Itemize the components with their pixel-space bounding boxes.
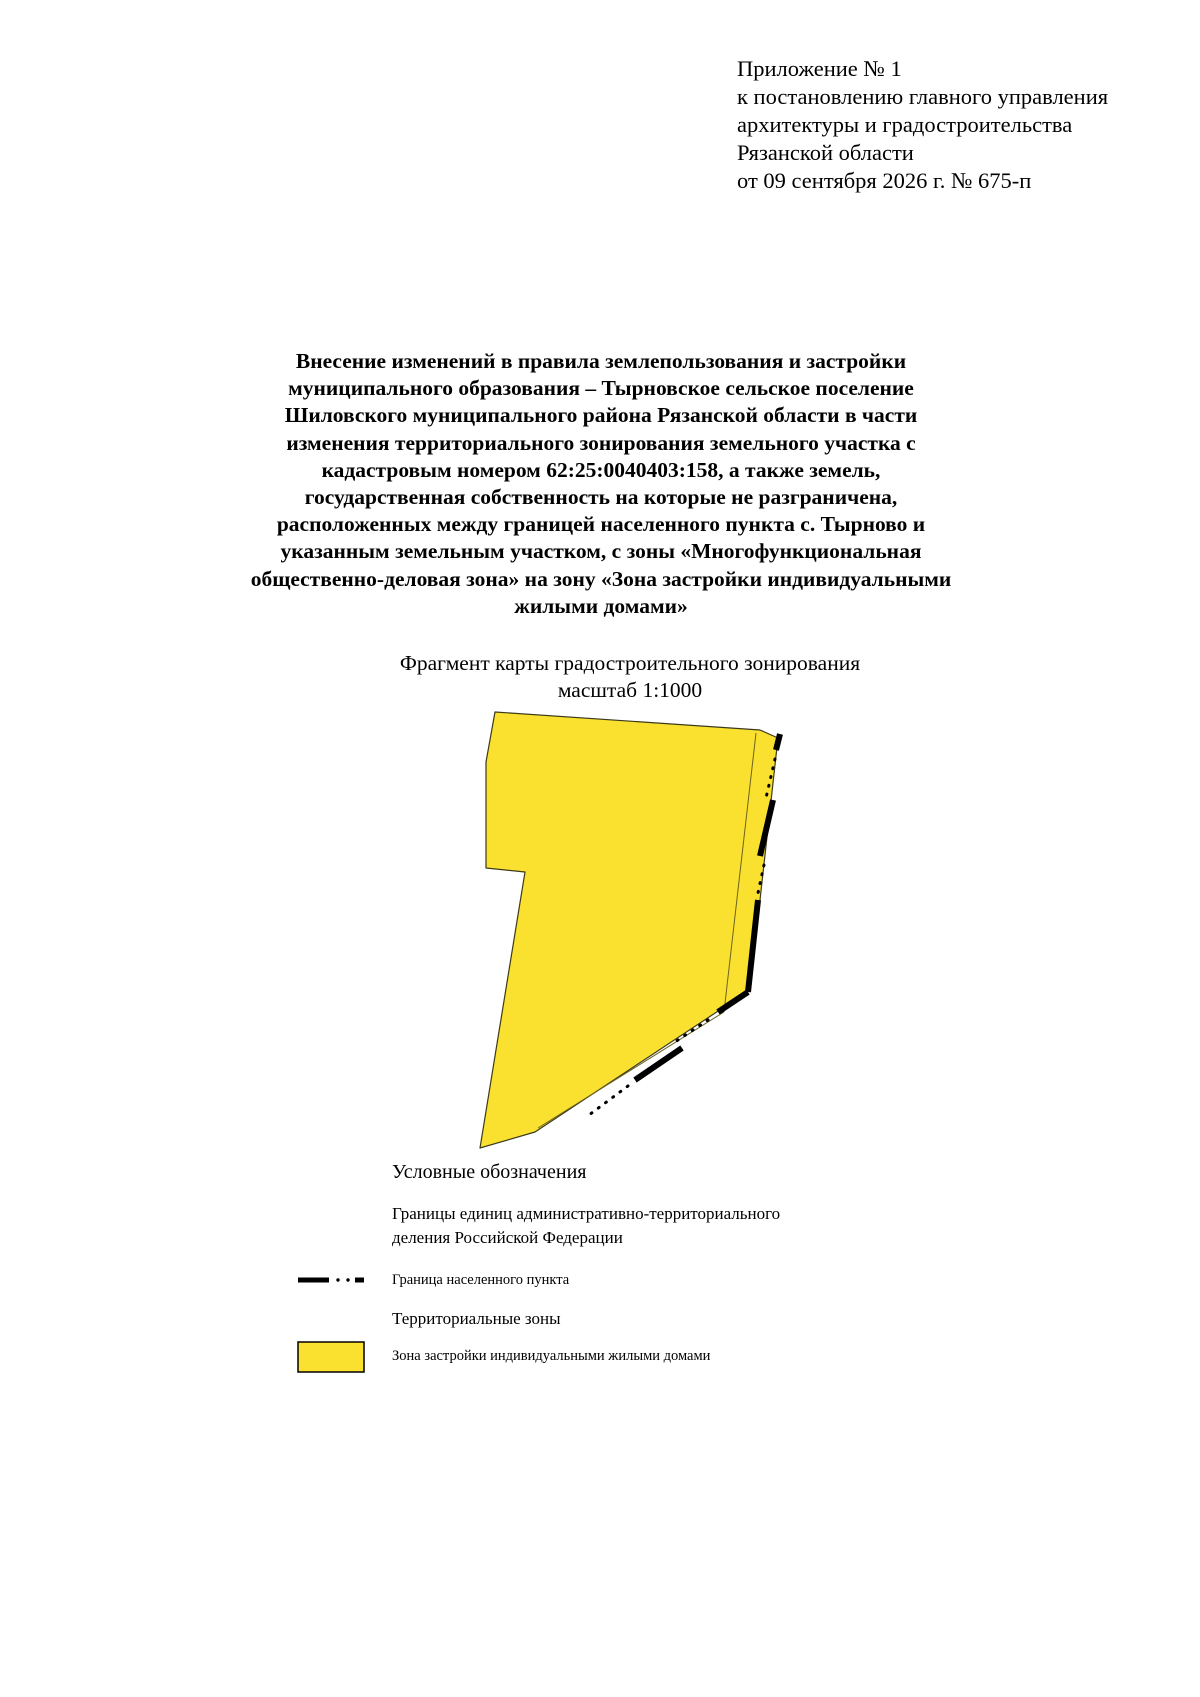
appendix-line: от 09 сентября 2026 г. № 675-п — [737, 168, 1032, 193]
legend-settlement-boundary-label: Граница населенного пункта — [392, 1272, 570, 1288]
appendix-line: Рязанской области — [737, 140, 914, 165]
legend-admin-section — [392, 1202, 780, 1250]
appendix-line: Приложение № 1 — [737, 56, 902, 81]
title-line: Шиловского муниципального района Рязанской области в части — [284, 403, 918, 428]
map-scale: масштаб 1:1000 — [557, 678, 703, 702]
legend-admin-line: Границы единиц административно-территориального — [392, 1204, 781, 1223]
legend-boundary-symbol — [298, 1278, 364, 1281]
legend-admin-line: деления Российской Федерации — [392, 1228, 623, 1247]
title-line: изменения территориального зонирования земельного участка с — [286, 430, 916, 455]
title-line: кадастровым номером 62:25:0040403:158, а также земель, — [321, 457, 881, 482]
map-caption: Фрагмент карты градостроительного зонирования — [399, 651, 861, 675]
title-line: государственная собственность на которые не разграничена, — [304, 485, 898, 510]
title-line: Внесение изменений в правила землепользования и застройки — [295, 349, 907, 373]
title-line: муниципального образования – Тырновское сельское поселение — [288, 376, 914, 401]
title-line: жилыми домами» — [514, 593, 688, 618]
legend-zone-swatch — [298, 1342, 364, 1372]
appendix-line: к постановлению главного управления — [737, 84, 1109, 109]
title-line: расположенных между границей населенного пункта с. Тырново и — [276, 512, 926, 537]
legend-residential-zone-label: Зона застройки индивидуальными жилыми домами — [392, 1348, 711, 1364]
title-line: общественно-деловая зона» на зону «Зона застройки индивидуальными — [250, 566, 952, 591]
legend-zones-section: Территориальные зоны — [392, 1309, 561, 1328]
title-line: указанным земельным участком, с зоны «Многофункциональная — [280, 539, 922, 564]
appendix-line: архитектуры и градостроительства — [737, 112, 1073, 137]
legend-title: Условные обозначения — [392, 1161, 587, 1183]
